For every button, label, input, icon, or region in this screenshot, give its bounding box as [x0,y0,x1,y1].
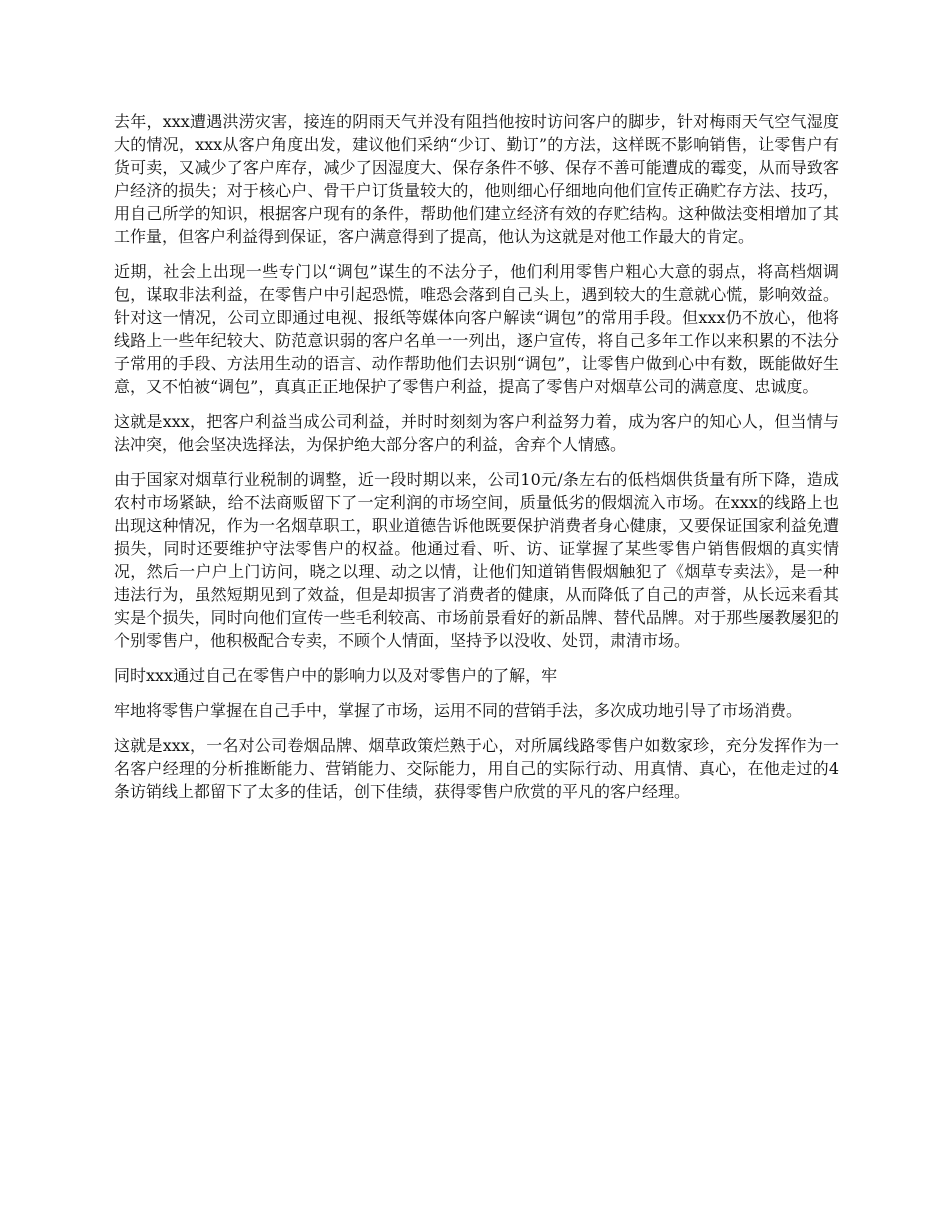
paragraph-flood-visits: 去年，xxx遭遇洪涝灾害，接连的阴雨天气并没有阻挡他按时访问客户的脚步，针对梅雨天气空气湿度大的情况，xxx从客户角度出发，建议他们采纳“少订、勤订”的方法，这样既不影响销售，让零售户有货可卖，又减少了客户库存，减少了因湿度大、保存条件不够、保存不善可能遭成的霉变，从而导致客户经济的损失；对于核心户、骨干户订货量较大的，他则细心仔细地向他们宣传正确贮存方法、技巧，用自己所学的知识，根据客户现有的条件，帮助他们建立经济有效的存贮结构。这种做法变相增加了其工作量，但客户利益得到保证，客户满意得到了提高，他认为这就是对他工作最大的肯定。 [114,112,839,246]
document-body [114,110,839,815]
paragraph-influence-start: 同时xxx通过自己在零售户中的影响力以及对零售户的了解，牢 [114,666,558,685]
paragraph-fake-cigarettes: 由于国家对烟草行业税制的调整，近一段时期以来，公司10元/条左右的低档烟供货量有所下降，造成农村市场紧缺，给不法商贩留下了一定利润的市场空间，质量低劣的假烟流入市场。在xxx的线路上也出现这种情况，作为一名烟草职工，职业道德告诉他既要保护消费者身心健康，又要保证国家利益免遭损失，同时还要维护守法零售户的权益。他通过看、听、访、证掌握了某些零售户销售假烟的真实情况，然后一户户上门访问，晓之以理、动之以情，让他们知道销售假烟触犯了《烟草专卖法》，是一种违法行为，虽然短期见到了效益，但是却损害了消费者的健康，从而降低了自己的声誉，从长远来看其实是个损失，同时向他们宣传一些毛利较高、市场前景看好的新品牌、替代品牌。对于那些屡教屡犯的个别零售户，他积极配合专卖，不顾个人情面，坚持予以没收、处罚，肃清市场。 [114,470,839,650]
paragraph-customer-interest: 这就是xxx，把客户利益当成公司利益，并时时刻刻为客户利益努力着，成为客户的知心人，但当情与法冲突，他会坚决选择法，为保护绝大部分客户的利益，舍弃个人情感。 [114,412,839,454]
paragraph-conclusion: 这就是xxx，一名对公司卷烟品牌、烟草政策烂熟于心，对所属线路零售户如数家珍，充分发挥作为一名客户经理的分析推断能力、营销能力、交际能力，用自己的实际行动、用真情、真心，在他走过的4条访销线上都留下了太多的佳话，创下佳绩，获得零售户欣赏的平凡的客户经理。 [114,736,839,801]
paragraph-swap-scam: 近期，社会上出现一些专门以“调包”谋生的不法分子，他们利用零售户粗心大意的弱点，将高档烟调包，谋取非法利益，在零售户中引起恐慌，唯恐会落到自己头上，遇到较大的生意就心慌，影响效益。针对这一情况，公司立即通过电视、报纸等媒体向客户解读“调包”的常用手段。但xxx仍不放心，他将线路上一些年纪较大、防范意识弱的客户名单一一列出，逐户宣传，将自己多年工作以来积累的不法分子常用的手段、方法用生动的语言、动作帮助他们去识别“调包”，让零售户做到心中有数，既能做好生意，又不怕被“调包”，真真正正地保护了零售户利益，提高了零售户对烟草公司的满意度、忠诚度。 [114,262,839,396]
paragraph-influence-continued: 牢地将零售户掌握在自己手中，掌握了市场，运用不同的营销手法，多次成功地引导了市场消费。 [114,701,803,720]
